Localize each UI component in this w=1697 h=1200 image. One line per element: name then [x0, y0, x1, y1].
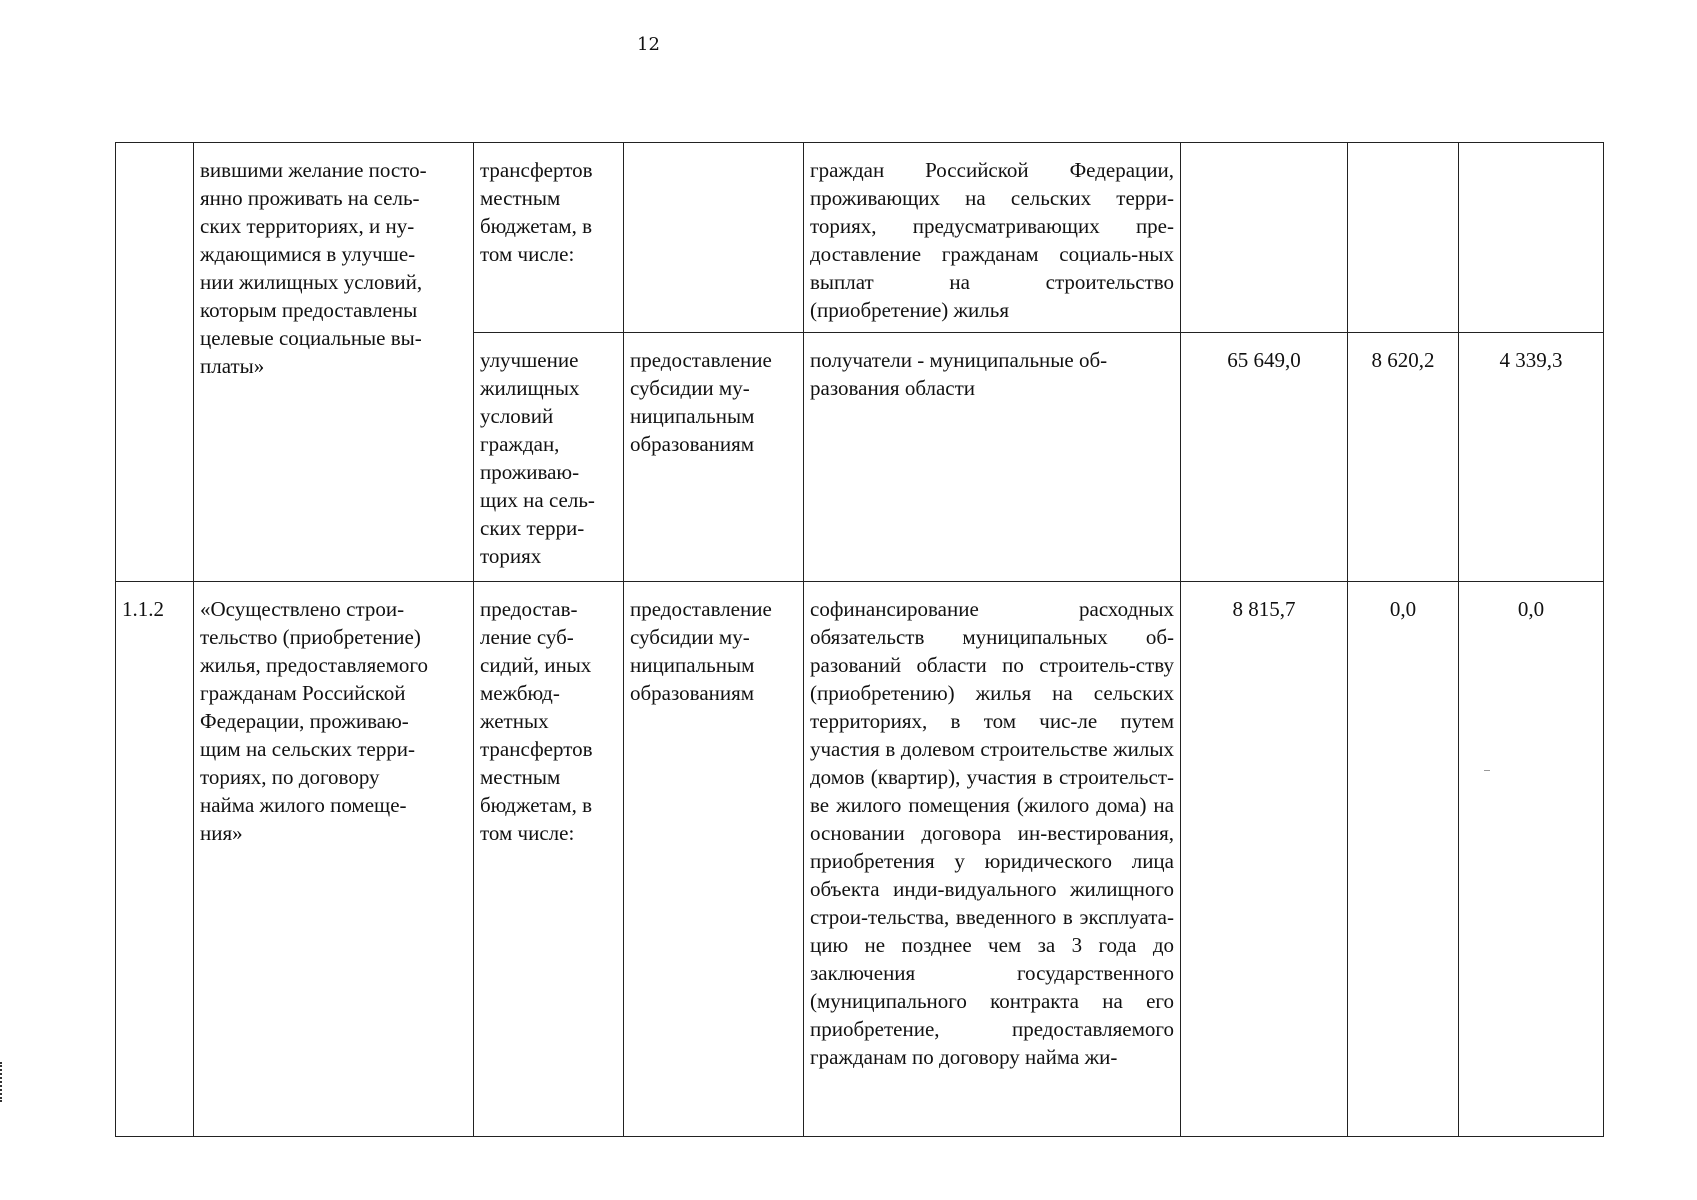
description-cell: софинансирование расходных обязательств муниципальных об-разований области по строитель-ству (приобретению) жилья на сельских территориях, в том чис-ле путем участия в долевом строительстве жилых домов (квартир), участия в строительст-ве жилого помещения (жилого дома) на основании договора ин-вестирования, приобретения у юридического лица объекта инди-видуального жилищного строи-тельства, введенного в эксплуата-цию не позднее чем за 3 года до заключения государственного (муниципального контракта на его приобретение, предоставляемого гражданам по договору найма жи-	[804, 582, 1181, 1137]
amount-cell	[1459, 143, 1604, 333]
page-number: 12	[637, 34, 660, 55]
program-table	[115, 142, 1604, 1137]
amount-cell: 0,0	[1459, 582, 1604, 1137]
row-number-cell	[116, 143, 194, 582]
description-cell: граждан Российской Федерации, проживающих на сельских терри-ториях, предусматривающих пре-доставление гражданам социаль-ных выплат на строительство (приобретение) жилья	[804, 143, 1181, 333]
table-row	[116, 143, 1604, 333]
direction-cell: предостав- ление суб- сидий, иных межбюд- жетных трансфертов местным бюджетам, в том числе:	[474, 582, 624, 1137]
scan-edge-marks	[0, 1062, 5, 1102]
direction-cell: трансфертов местным бюджетам, в том числе:	[474, 143, 624, 333]
amount-cell: 8 815,7	[1181, 582, 1348, 1137]
amount-cell	[1348, 143, 1459, 333]
table-row	[116, 582, 1604, 1137]
amount-cell	[1181, 143, 1348, 333]
amount-cell: 65 649,0	[1181, 333, 1348, 582]
mechanism-cell: предоставление субсидии му- ниципальным образованиям	[624, 582, 804, 1137]
amount-cell: 0,0	[1348, 582, 1459, 1137]
direction-cell: улучшение жилищных условий граждан, проживаю- щих на сель- ских терри- ториях	[474, 333, 624, 582]
mechanism-cell	[624, 143, 804, 333]
mechanism-cell: предоставление субсидии му- ниципальным образованиям	[624, 333, 804, 582]
scan-artifact	[1484, 770, 1490, 771]
event-name-cell: «Осуществлено строи- тельство (приобретение) жилья, предоставляемого гражданам Российской Федерации, проживаю- щим на сельских терри- ториях, по договору найма жилого помеще- ния»	[194, 582, 474, 1137]
event-name-cell: вившими желание посто- янно проживать на сель- ских территориях, и ну- ждающимися в улучше- нии жилищных условий, которым предоставлены целевые социальные вы- платы»	[194, 143, 474, 582]
amount-cell: 4 339,3	[1459, 333, 1604, 582]
amount-cell: 8 620,2	[1348, 333, 1459, 582]
row-number-cell: 1.1.2	[116, 582, 194, 1137]
description-cell: получатели - муниципальные об- разования области	[804, 333, 1181, 582]
